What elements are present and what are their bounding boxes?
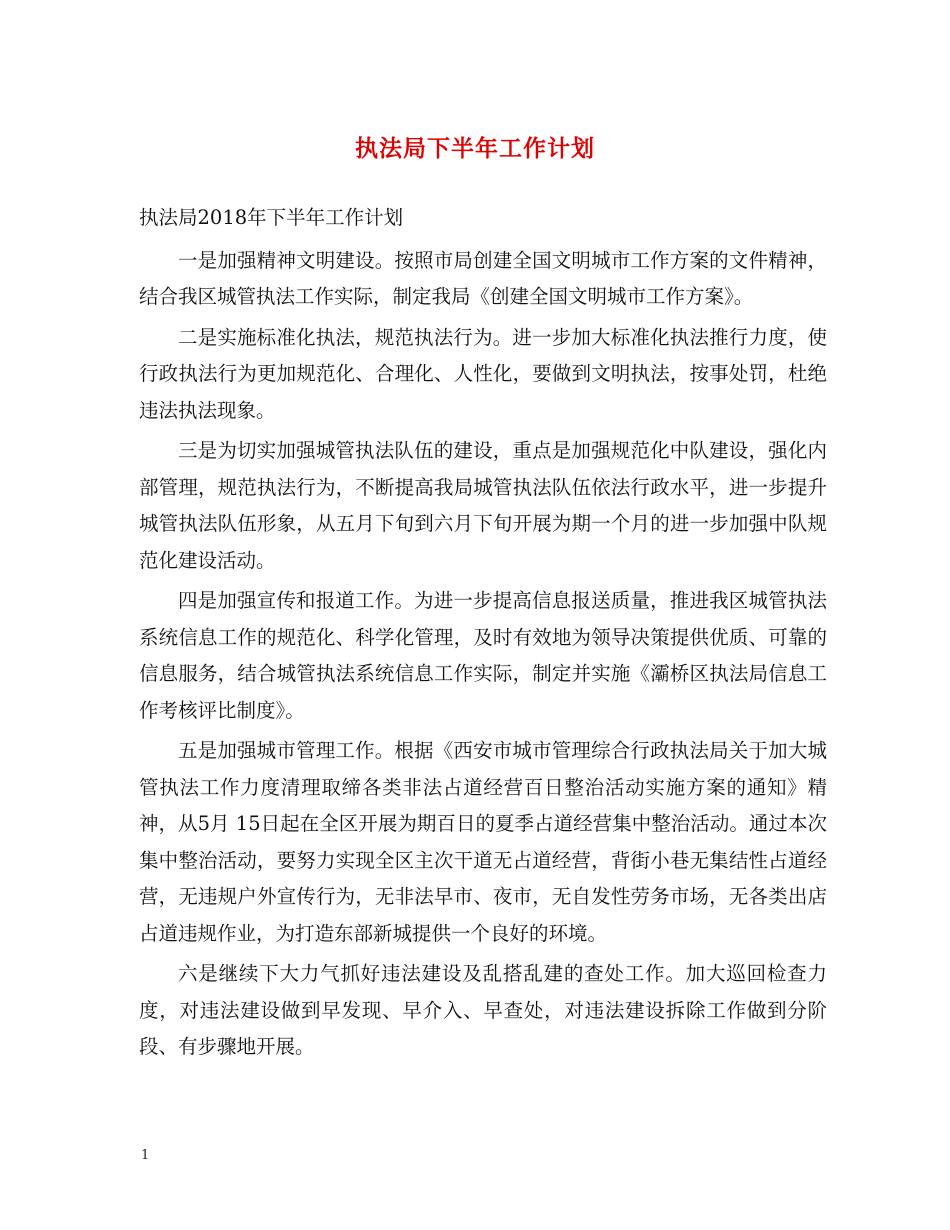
document-title: 执法局下半年工作计划	[355, 135, 595, 162]
document-subtitle: 执法局2018年下半年工作计划	[139, 206, 404, 229]
paragraph-3: 三是为切实加强城管执法队伍的建设，重点是加强规范化中队建设，强化内部管理，规范执法行为，不断提高我局城管执法队伍依法行政水平，进一步提升城管执法队伍形象，从五月下旬到六月下旬开展为期一个月的进一步加强中队规范化建设活动。	[139, 439, 827, 572]
page-number: 1	[141, 1148, 150, 1163]
paragraph-4: 四是加强宣传和报道工作。为进一步提高信息报送质量，推进我区城管执法系统信息工作的规范化、科学化管理，及时有效地为领导决策提供优质、可靠的信息服务，结合城管执法系统信息工作实际，制定并实施《灞桥区执法局信息工作考核评比制度》。	[139, 589, 827, 722]
paragraph-5: 五是加强城市管理工作。根据《西安市城市管理综合行政执法局关于加大城管执法工作力度清理取缔各类非法占道经营百日整治活动实施方案的通知》精神，从5月 15日起在全区开展为期百日的夏季占道经营集中整治活动。通过本次集中整治活动，要努力实现全区主次干道无占道经营，背街小巷无集结性占道经营，无违规户外宣传行为，无非法早市、夜市，无自发性劳务市场，无各类出店占道违规作业，为打造东部新城提供一个良好的环境。	[139, 739, 827, 945]
paragraph-1: 一是加强精神文明建设。按照市局创建全国文明城市工作方案的文件精神，结合我区城管执法工作实际，制定我局《创建全国文明城市工作方案》。	[139, 248, 827, 308]
document-body	[139, 200, 827, 1070]
paragraph-6: 六是继续下大力气抓好违法建设及乱搭乱建的查处工作。加大巡回检查力度，对违法建设做到早发现、早介入、早查处，对违法建设拆除工作做到分阶段、有步骤地开展。	[139, 962, 827, 1058]
paragraph-2: 二是实施标准化执法，规范执法行为。进一步加大标准化执法推行力度，使行政执法行为更加规范化、合理化、人性化，要做到文明执法，按事处罚，杜绝违法执法现象。	[139, 325, 827, 422]
